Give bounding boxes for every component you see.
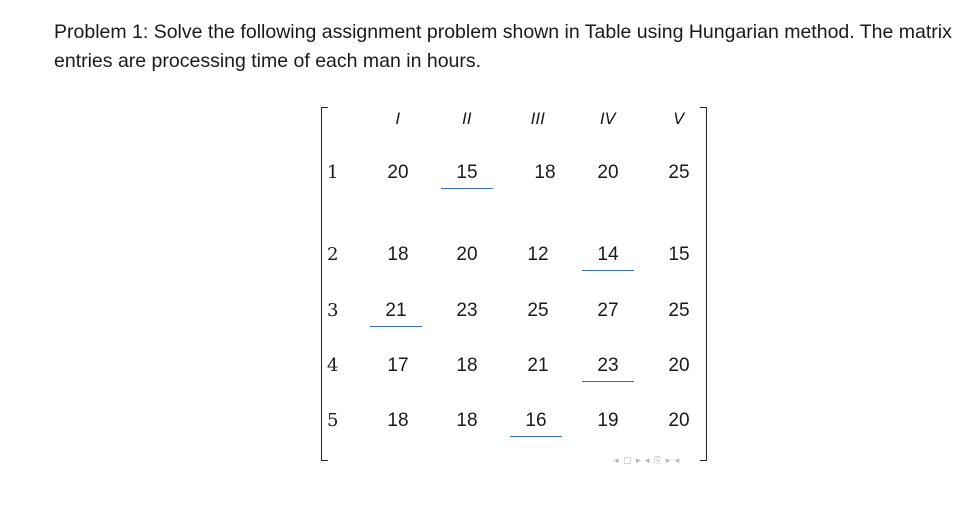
matrix-cell-5-5: 20: [668, 410, 690, 431]
matrix-cell-1-4: 20: [597, 162, 619, 183]
matrix-cell-2-3: 12: [527, 244, 549, 265]
matrix-cell-2-2: 20: [456, 244, 478, 265]
row-label-4: 4: [327, 355, 339, 376]
row-label-3: 3: [327, 300, 339, 321]
matrix-cell-1-3: 18: [534, 162, 556, 183]
matrix-cell-4-2: 18: [456, 355, 478, 376]
matrix-cell-5-4: 19: [597, 410, 619, 431]
column-header-ii: II: [462, 109, 472, 128]
column-header-iv: IV: [600, 109, 616, 128]
matrix-cell-5-3-assigned: 16: [510, 410, 562, 437]
matrix-cell-4-4-assigned: 23: [582, 355, 634, 382]
matrix-cell-2-1: 18: [387, 244, 409, 265]
row-label-2: 2: [327, 244, 339, 265]
column-header-v: V: [673, 109, 685, 128]
column-header-i: I: [395, 109, 401, 128]
matrix-cell-1-5: 25: [668, 162, 690, 183]
beamer-navigation-icon: ◂ ▢ ▸ ◂ ⎘ ▸ ◂: [614, 455, 681, 465]
matrix-cell-3-4: 27: [597, 300, 619, 321]
row-label-1: 1: [327, 162, 339, 183]
matrix-cell-2-5: 15: [668, 244, 690, 265]
matrix-cell-3-1-assigned: 21: [370, 300, 422, 327]
left-bracket: [321, 107, 328, 461]
matrix-cell-4-1: 17: [387, 355, 409, 376]
matrix-cell-1-2-assigned: 15: [441, 162, 493, 189]
matrix-cell-4-3: 21: [527, 355, 549, 376]
matrix-cell-3-2: 23: [456, 300, 478, 321]
matrix-cell-4-5: 20: [668, 355, 690, 376]
column-header-iii: III: [530, 109, 546, 128]
matrix-cell-1-1: 20: [387, 162, 409, 183]
matrix-cell-3-5: 25: [668, 300, 690, 321]
row-label-5: 5: [327, 410, 339, 431]
problem-statement: Problem 1: Solve the following assignment problem shown in Table using Hungarian method. The matrix entries are processing time of each man in hours.: [54, 21, 952, 72]
matrix-cell-5-2: 18: [456, 410, 478, 431]
matrix-cell-3-3: 25: [527, 300, 549, 321]
matrix-cell-2-4-assigned: 14: [582, 244, 634, 271]
matrix-cell-5-1: 18: [387, 410, 409, 431]
right-bracket: [700, 107, 707, 461]
